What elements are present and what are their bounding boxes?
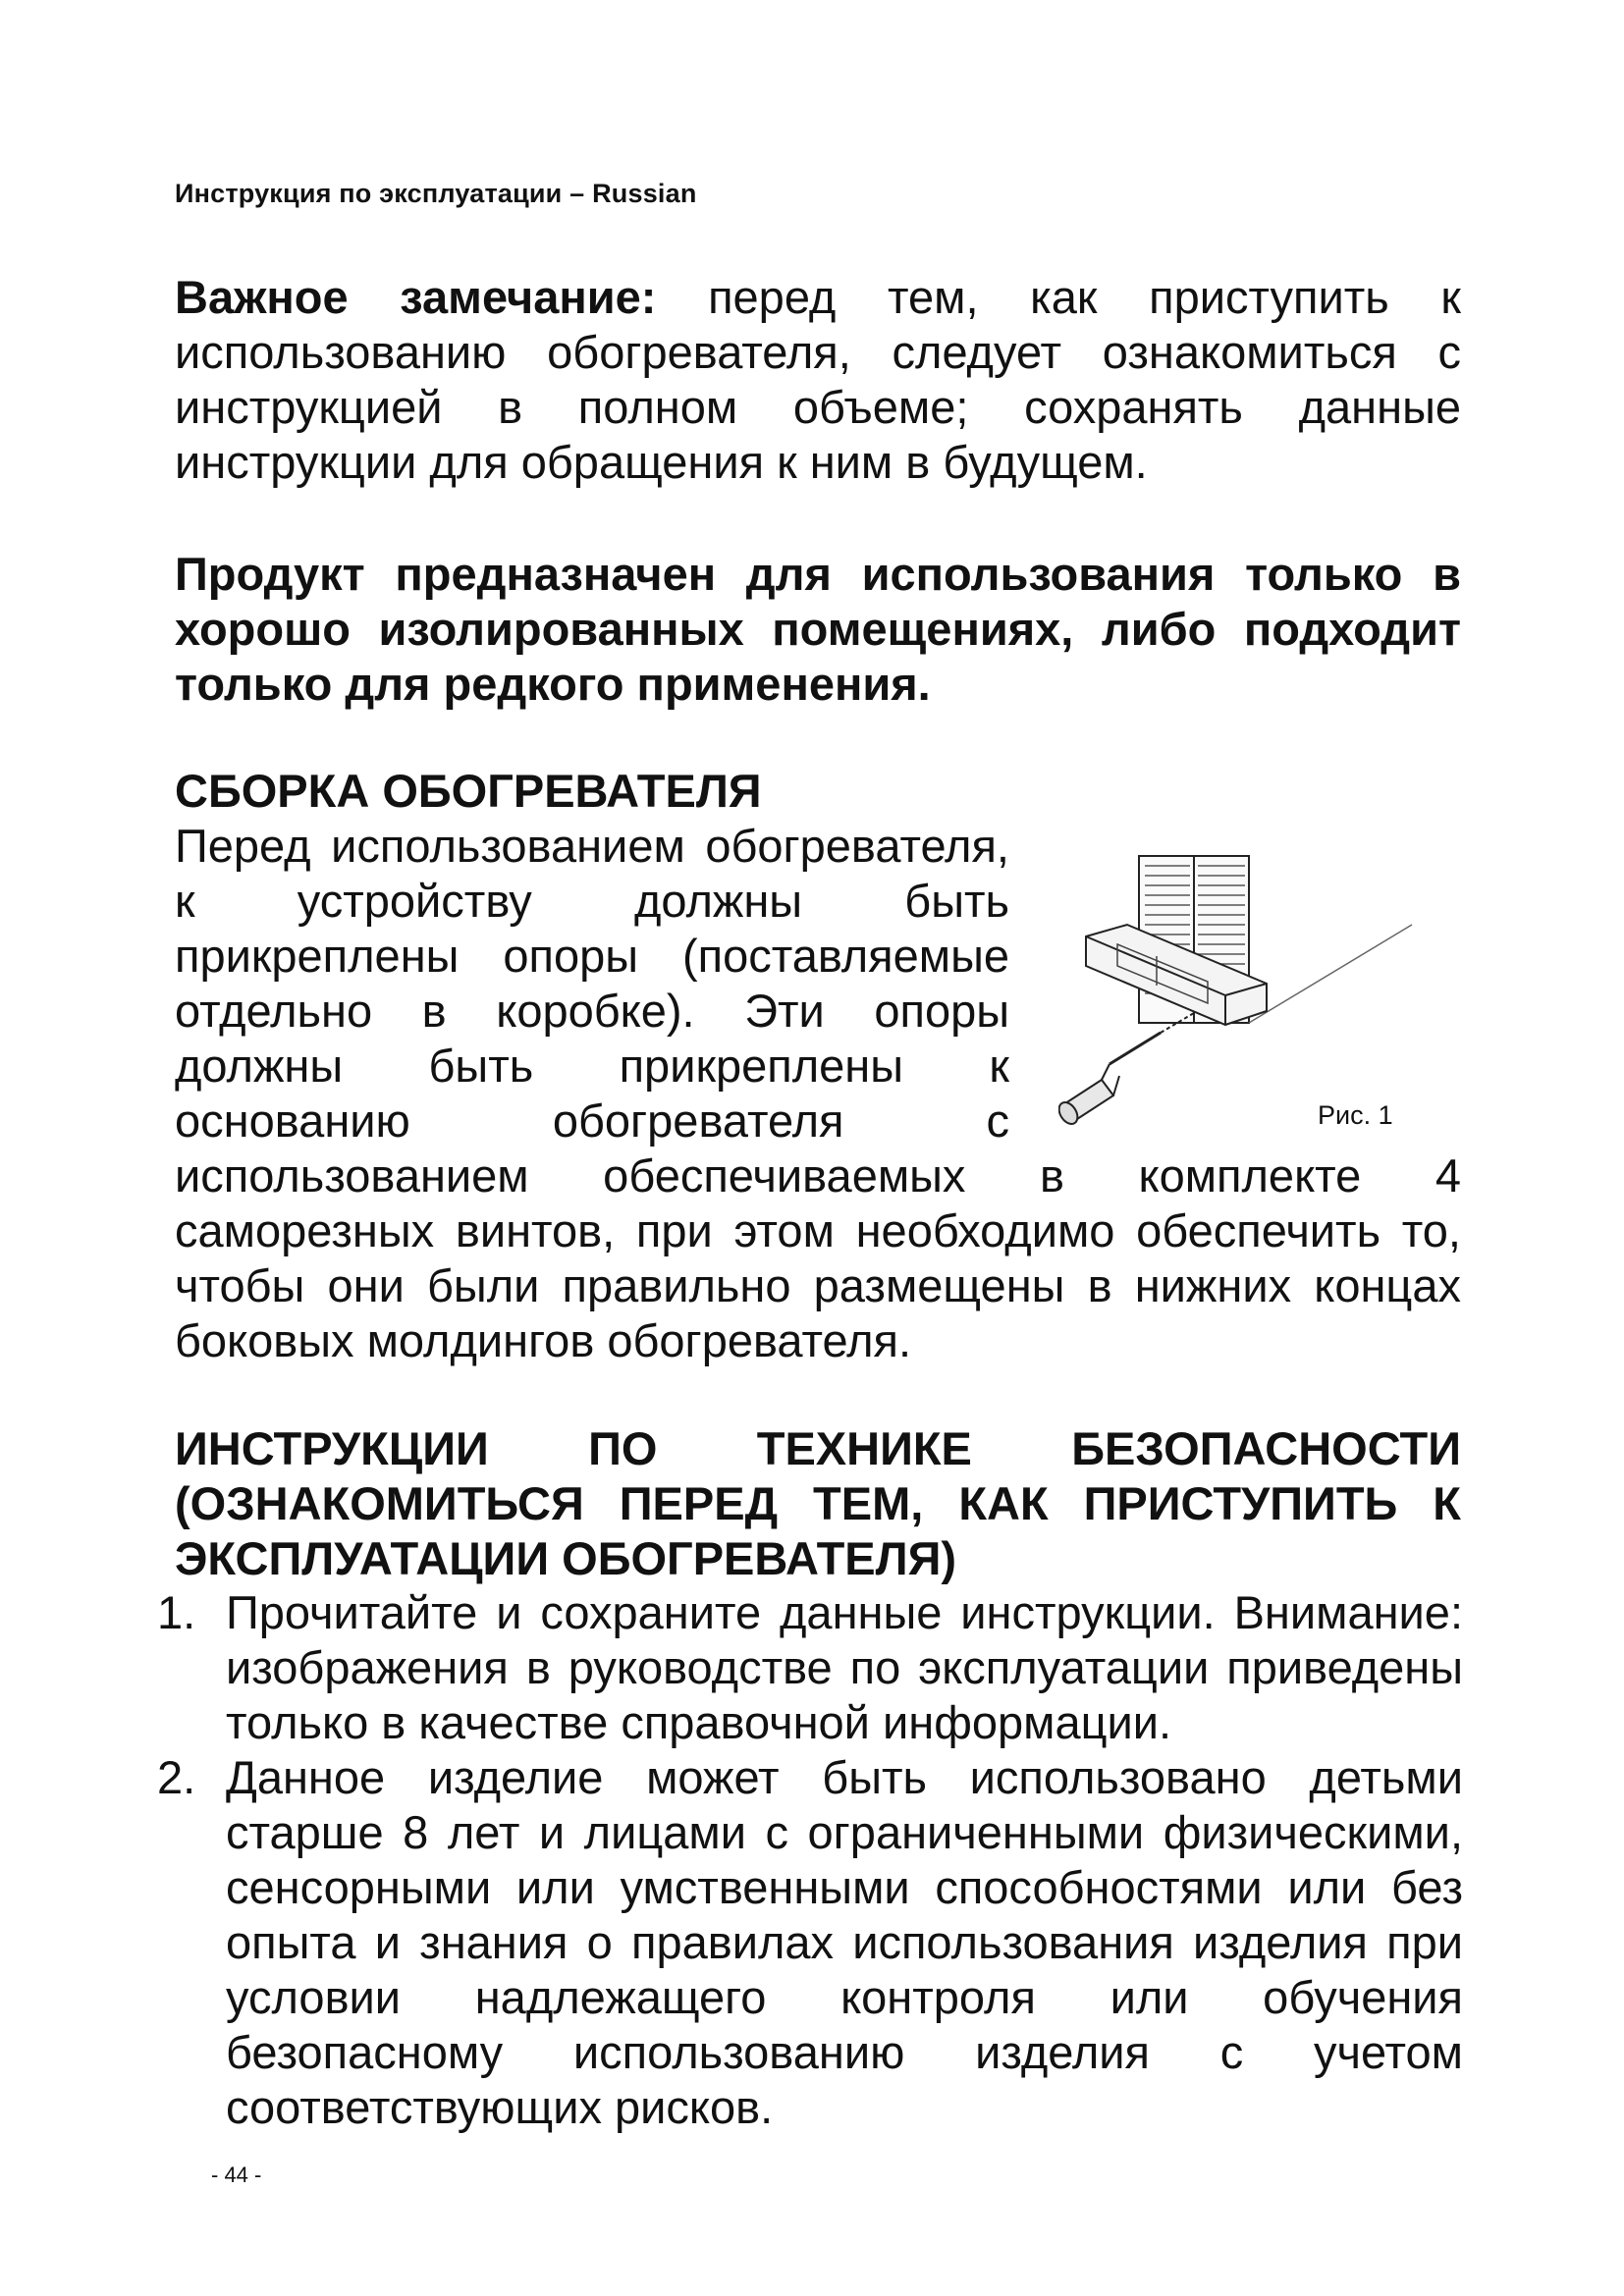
figure-caption: Рис. 1: [1318, 1100, 1393, 1130]
list-item-text: Прочитайте и сохраните данные инструкции. Внимание: изображения в руководстве по эксплуатации приведены только в качестве справочной информации.: [226, 1586, 1463, 1748]
important-note: [175, 270, 1461, 490]
list-item-text: Данное изделие может быть использовано детьми старше 8 лет и лицами с ограниченными физическими, сенсорными или умственными способностями или без опыта и знания о правилах использования изделия при условии надлежащего контроля или обучения безопасному использованию изделия с учетом соответствующих рисков.: [226, 1751, 1463, 2133]
product-usage-note: Продукт предназначен для использования только в хорошо изолированных помещениях, либо подходит только для редкого применения.: [175, 548, 1461, 710]
heater-leg-illustration: [1058, 819, 1461, 1148]
list-item: [157, 1585, 1463, 1750]
page-header: Инструкция по эксплуатации – Russian: [175, 179, 697, 208]
important-note-lead: Важное замечание:: [175, 271, 657, 323]
assembly-title: СБОРКА ОБОГРЕВАТЕЛЯ: [175, 765, 762, 817]
safety-list: [157, 1585, 1463, 2135]
assembly-text: Перед использованием обогревателя, к устройству должны быть прикреплены опоры (поставляемые отдельно в коробке). Эти опоры должны быть прикреплены к основанию обогревателя с использованием обеспечиваемых в комплекте 4 саморезных винтов, при этом необходимо обеспечить то, чтобы они были правильно размещены в нижних концах боковых молдингов обогревателя.: [175, 820, 1461, 1366]
page-number: - 44 -: [211, 2163, 262, 2187]
important-note-text: перед тем, как приступить к использованию обогревателя, следует ознакомиться с инструкцией в полном объеме; сохранять данные инструкции для обращения к ним в будущем.: [175, 271, 1461, 488]
figure-1: [1058, 819, 1461, 1148]
list-item-number: 2.: [157, 1751, 196, 1803]
list-item: [157, 1750, 1463, 2135]
assembly-section: [175, 819, 1461, 1368]
safety-title: ИНСТРУКЦИИ ПО ТЕХНИКЕ БЕЗОПАСНОСТИ (ОЗНАКОМИТЬСЯ ПЕРЕД ТЕМ, КАК ПРИСТУПИТЬ К ЭКСПЛУАТАЦИИ ОБОГРЕВАТЕЛЯ): [175, 1422, 1461, 1584]
list-item-number: 1.: [157, 1586, 196, 1638]
